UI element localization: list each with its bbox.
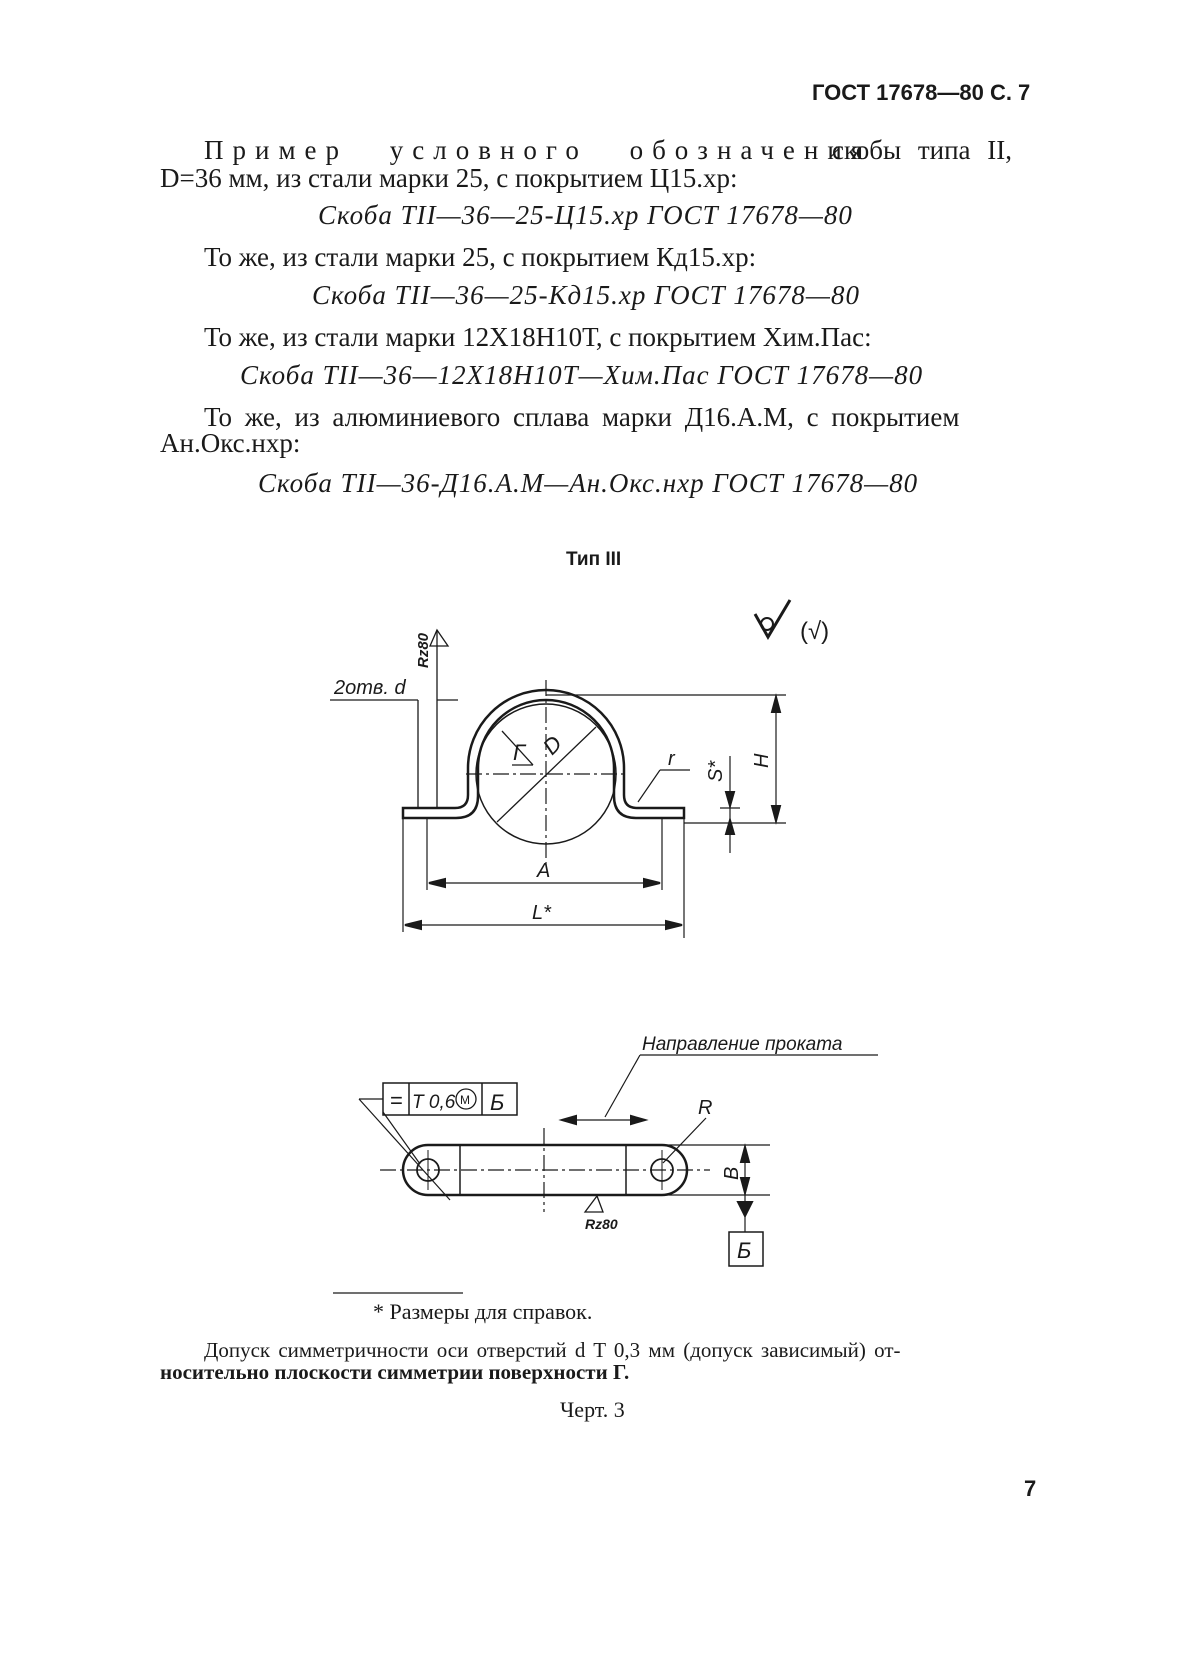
paragraph-1-end: скобы типа II, — [832, 135, 1013, 165]
paragraph-1-start: Пример условного обозначения — [204, 135, 873, 165]
figure-caption: Черт. 3 — [560, 1397, 625, 1422]
dim-g-label: Г — [513, 740, 525, 765]
rz-bottom-label: Rz80 — [585, 1216, 618, 1232]
tolerance-note-line-2: носительно плоскости симметрии поверхности Г. — [160, 1360, 630, 1384]
dim-r-small-label: r — [668, 748, 675, 770]
example-1: Скоба ТII—36—25-Ц15.хр ГОСТ 17678—80 — [318, 200, 853, 230]
type-title: Тип III — [566, 549, 622, 570]
roughness-paren-label: (√) — [800, 618, 830, 645]
bracket-outline — [403, 690, 684, 818]
tol-datum: Б — [490, 1090, 505, 1115]
dim-a-label: A — [537, 860, 551, 882]
example-2: Скоба ТII—36—25-Кд15.хр ГОСТ 17678—80 — [312, 280, 860, 310]
roughness-check-icon — [755, 600, 790, 637]
tolerance-note-line-1: Допуск симметричности оси отверстий d T 0,3 мм (допуск зависимый) от- — [204, 1338, 901, 1362]
example-3: Скоба ТII—36—12Х18Н10Т—Хим.Пас ГОСТ 17678—80 — [240, 360, 924, 390]
page-number: 7 — [1024, 1476, 1037, 1501]
datum-box-label: Б — [737, 1238, 752, 1263]
holes-label: 2отв. d — [334, 677, 406, 699]
rolling-direction-label: Направление проката — [642, 1034, 843, 1055]
tol-modifier: M — [460, 1093, 470, 1107]
tol-value: T 0,6 — [412, 1092, 456, 1113]
dim-d-label: D — [537, 730, 567, 760]
paragraph-4-line-2: Ан.Окс.нхр: — [160, 428, 301, 458]
paragraph-4-line-1: То же, из алюминиевого сплава марки Д16.А.М, с покрытием — [204, 402, 960, 432]
paragraph-2: То же, из стали марки 25, с покрытием Кд15.хр: — [204, 242, 757, 272]
tol-symbol: = — [390, 1088, 403, 1113]
rz-top-label: Rz80 — [415, 632, 432, 668]
dim-s-label: S* — [705, 760, 727, 782]
paragraph-3: То же, из стали марки 12Х18Н10Т, с покрытием Хим.Пас: — [204, 322, 872, 352]
footnote: * Размеры для справок. — [373, 1299, 593, 1324]
dim-b-label: B — [721, 1166, 743, 1180]
dim-r-big-label: R — [698, 1097, 713, 1119]
dim-l-label: L* — [532, 902, 551, 924]
dim-h-label: H — [751, 753, 773, 768]
example-4: Скоба ТII—36-Д16.А.М—Ан.Окс.нхр ГОСТ 17678—80 — [258, 468, 919, 498]
page-header: ГОСТ 17678—80 С. 7 — [812, 80, 1031, 105]
paragraph-1-line-2: D=36 мм, из стали марки 25, с покрытием Ц15.хр: — [160, 163, 738, 193]
